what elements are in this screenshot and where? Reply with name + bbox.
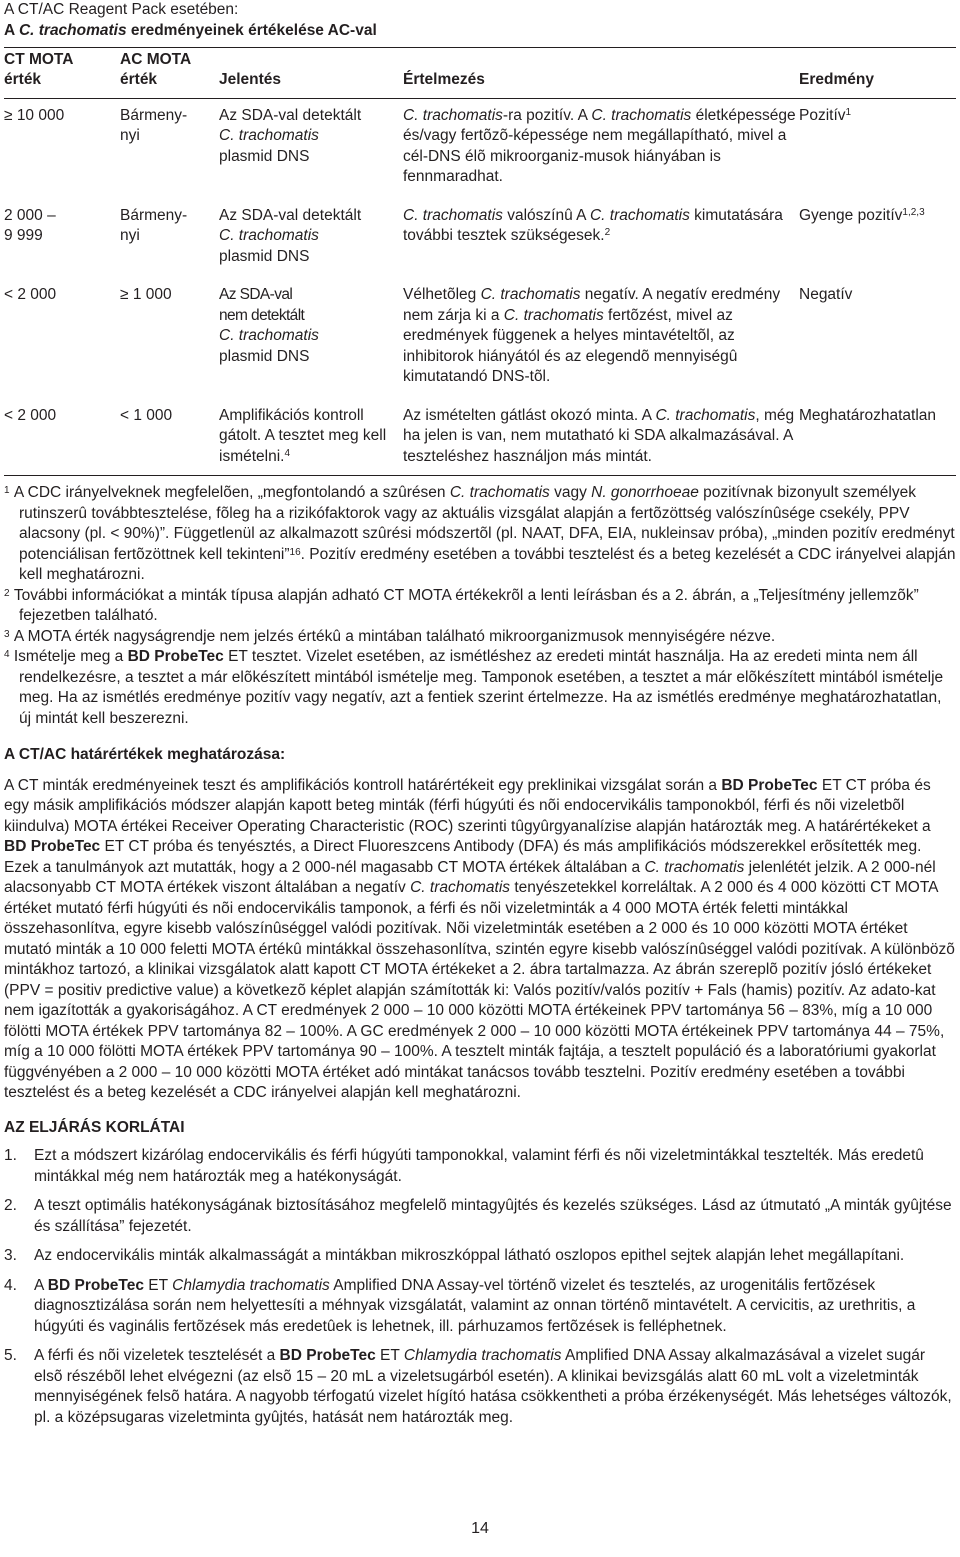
col-header-result: Eredmény bbox=[799, 70, 874, 88]
cell-ac: Bármeny- nyi bbox=[120, 106, 188, 144]
footnote-1: $^1$ A CDC irányelveknek megfelelõen, „megfontolandó a szûrésen C. trachomatis vagy N. gonorrhoeae pozitívnak bizonyult személyek rutinszerû továbbtesztelése, fõleg ha a rizikófaktorok vagy az aktuális vizsgálat alapján a fertõzöttség valószínûsége csekély, PPV alacsony (pl. < 90%)”. Függetlenül az alkalmazott szûrési módszertõl (pl. NAAT, DFA, EIA, nukleinsav próba), „minden pozitív eredményt potenciálisan fertõzöttnek kell tekinteni”$^{16}$. Pozitív eredmény esetében a további tesztelést és a beteg kezelését a CDC irányelvei alapján kell meghatározni. bbox=[4, 484, 956, 583]
cell-result: Pozitív$^1$ bbox=[799, 106, 852, 124]
cell-ct: 2 000 – 9 999 bbox=[4, 206, 56, 244]
table-row bbox=[4, 278, 956, 399]
cell-result: Gyenge pozitív$^{1,2,3}$ bbox=[799, 206, 925, 224]
results-table bbox=[4, 48, 956, 476]
table-title: A C. trachomatis eredményeinek értékelése AC-val bbox=[4, 21, 377, 39]
cell-report: Az SDA-val nem detektált C. trachomatis plasmid DNS bbox=[219, 286, 319, 365]
footnote-2: $^2$ További információkat a minták típusa alapján adható CT MOTA értékekrõl a lenti leírásban és a 2. ábrán, a „Teljesítmény jellemzõk” fejezetben található. bbox=[4, 586, 919, 624]
cell-result: Negatív bbox=[799, 286, 853, 303]
reagent-pack-title: A CT/AC Reagent Pack esetében: bbox=[4, 1, 239, 18]
list-item: 3. Az endocervikális minták alkalmasságát a mintákban mikroszkóppal látható oszlopos epithel sejtek alapján lehet megállapítani. bbox=[4, 1247, 905, 1264]
footnote-3: $^3$ A MOTA érték nagyságrendje nem jelzés értékû a mintában található mikroorganizmusok mennyiségére nézve. bbox=[4, 627, 776, 645]
cell-report: Amplifikációs kontroll gátolt. A tesztet meg kell ismételni.$^4$ bbox=[219, 406, 387, 465]
footnote-4: $^4$ Ismételje meg a BD ProbeTec ET tesztet. Vizelet esetében, az ismétléshez az eredeti mintát használja. Ha az eredeti minta nem áll rendelkezésre, a tesztet a már elõkészített mintából ismételje meg. Tamponok esetében, a tesztet a már elõkészített mintából ismételje meg. Ha az ismétlés eredménye pozitív vagy negatív, azt a fentiek szerint értelmezze. Ha az ismétlés eredménye meghatározhatatlan, új mintát kell beszerezni. bbox=[4, 648, 944, 727]
table-row bbox=[4, 98, 956, 199]
cutoff-heading: A CT/AC határértékek meghatározása: bbox=[4, 746, 286, 763]
col-header-report: Jelentés bbox=[219, 70, 282, 88]
table-row bbox=[4, 199, 956, 279]
cutoff-paragraph: A CT minták eredményeinek teszt és amplifikációs kontroll határértékeit egy preklinikai vizsgálat során a BD ProbeTec ET CT próba és egy másik amplifikációs módszer alapján kapott beteg minták (férfi húgyúti és nõi endocervikális tamponokból, férfi és nõi vizeletbõl kiindulva) MOTA értékei Receiver Operating Characteristic (ROC) szerinti tûgyûrgyanalízise alapján határozták meg. A határértékeket a BD ProbeTec ET CT próba és tenyésztés, a Direct Fluoreszcens Antibody (DFA) és más amplifikációs módszerekkel erõsítették meg. Ezek a tanulmányok azt mutatták, hogy a 2 000-nél magasabb CT MOTA értékek általában a C. trachomatis jelenlétét jelzik. A 2 000-nél alacsonyabb CT MOTA értékek viszont általában a negatív C. trachomatis tenyészetekkel korreláltak. A 2 000 és 4 000 közötti CT MOTA értéket mutató férfi húgyúti és nõi endocervikális tamponok, a férfi és nõi vizeletminták a 4 000 MOTA érték feletti mintákkal összehasonlítva, egyre kisebb valószínûséggel valódi pozitívak. Nõi vizeletminták esetében a 2 000 és 10 000 közötti MOTA értéket mutató minták a 10 000 feletti MOTA értékû mintákkal összehasonlítva, szintén egyre kisebb valószínûséggel valódi pozitívak. A különbözõ mintákhoz tartozó, a klinikai vizsgálatok alatt kapott CT MOTA értékeket a 2. ábra tartalmazza. Az ábrán szereplõ pozitív jósló értékeket (PPV = positiv predictive value) a következõ képlet alapján számították ki: Valós pozitív/valós pozitív + Fals (hamis) pozitív. Az adato-kat nem igazították a gyakoriságához. A CT eredmények 2 000 – 10 000 közötti MOTA értékeinek PPV tartománya 56 – 83%, míg a 10 000 fölötti MOTA értékek PPV tartománya 82 – 100%. A GC eredmények 2 000 – 10 000 közötti MOTA értékeinek PPV tartománya 44 – 75%, míg a 10 000 fölötti MOTA értékek PPV tartománya 90 – 100%. A tesztelt minták fajtája, a tesztelt populáció és a laboratóriumi gyakorlat függvényében a 2 000 – 10 000 közötti MOTA értéket adó mintákat tanácsos tovább tesztelni. Pozitív eredmény esetében a további tesztelést és a beteg kezelését a CDC irányelvei alapján kell meghatározni. bbox=[4, 776, 955, 1101]
footnotes bbox=[4, 483, 956, 729]
col-header-ac-mota: AC MOTA érték bbox=[120, 50, 192, 88]
list-item: 5. A férfi és nõi vizeletek tesztelését a BD ProbeTec ET Chlamydia trachomatis Amplified DNA Assay alkalmazásával a vizelet sugár elsõ részébõl lehet elvégezni (az elsõ 15 – 20 mL a vizeletsugárból esetén). A klinikai bevizsgálás alatt 60 mL volt a vizeletminták mennyiségének felsõ határa. A nagyobb térfogatú vizelet hígító hatása csökkentheti a próba érzékenységét. Más lehetséges változók, pl. a középsugaras vizeletminta gyûjtés, hatását nem határozták meg. bbox=[4, 1347, 952, 1426]
cell-interpretation: Vélhetõleg C. trachomatis negatív. A negatív eredmény nem zárja ki a C. trachomatis fertõzést, mivel az eredmények függenek a helyes mintavételtõl, az inhibitorok hiányától és az elegendõ mennyiségû kimutatandó DNS-tõl. bbox=[403, 286, 781, 385]
table-row bbox=[4, 399, 956, 476]
col-header-interpretation: Értelmezés bbox=[403, 70, 485, 88]
col-header-ct-mota: CT MOTA érték bbox=[4, 50, 74, 88]
cell-interpretation: C. trachomatis-ra pozitív. A C. trachomatis életképessége és/vagy fertõzõ-képessége nem megállapítható, mivel a cél-DNS élõ mikroorganiz-musok hiányában is fennmaradhat. bbox=[403, 106, 796, 185]
cell-ac: ≥ 1 000 bbox=[120, 286, 172, 303]
cell-interpretation: Az ismételten gátlást okozó minta. A C. trachomatis, még ha jelen is van, nem mutatható ki SDA alkalmazásával. A teszteléshez használjon más mintát. bbox=[403, 406, 795, 465]
list-item: 4. A BD ProbeTec ET Chlamydia trachomatis Amplified DNA Assay-vel történõ vizelet és tesztelés, az urogenitális fertõzések diagnosztizálása során nem helyettesíti a méhnyak vizsgálatát, valamint az onnan történõ mintavételt. A cervicitis, az urethritis, a húgyúti és vaginális fertõzések más eredetûek is lehetnek, ill. párhuzamos fertõzések is felléphetnek. bbox=[4, 1276, 916, 1335]
limitations-heading: AZ ELJÁRÁS KORLÁTAI bbox=[4, 1118, 185, 1136]
cell-ct: < 2 000 bbox=[4, 406, 57, 424]
document-page bbox=[4, 0, 956, 1437]
cell-ac: < 1 000 bbox=[120, 406, 173, 424]
table-header-row bbox=[4, 48, 956, 98]
cell-ct: ≥ 10 000 bbox=[4, 106, 65, 124]
list-item: 2. A teszt optimális hatékonyságának biztosításához megfelelõ mintagyûjtés és kezelés szükséges. Lásd az útmutató „A minták gyûjtése és szállítása” fejezetét. bbox=[4, 1197, 952, 1235]
limitations-list bbox=[4, 1146, 956, 1428]
page-number: 14 bbox=[471, 1520, 489, 1537]
cell-ct: < 2 000 bbox=[4, 286, 57, 303]
cell-result: Meghatározhatatlan bbox=[799, 406, 937, 424]
cell-report: Az SDA-val detektált C. trachomatis plasmid DNS bbox=[219, 106, 362, 165]
cell-report: Az SDA-val detektált C. trachomatis plasmid DNS bbox=[219, 206, 362, 265]
cell-ac: Bármeny- nyi bbox=[120, 206, 188, 244]
list-item: 1. Ezt a módszert kizárólag endocervikális és férfi húgyúti tamponokkal, valamint férfi és nõi vizeletmintákkal tesztelték. Más eredetû mintákkal még nem határozták meg a hatékonyságát. bbox=[4, 1147, 924, 1185]
cell-interpretation: C. trachomatis valószínû A C. trachomatis kimutatására további tesztek szükségesek.$^2$ bbox=[403, 206, 783, 244]
